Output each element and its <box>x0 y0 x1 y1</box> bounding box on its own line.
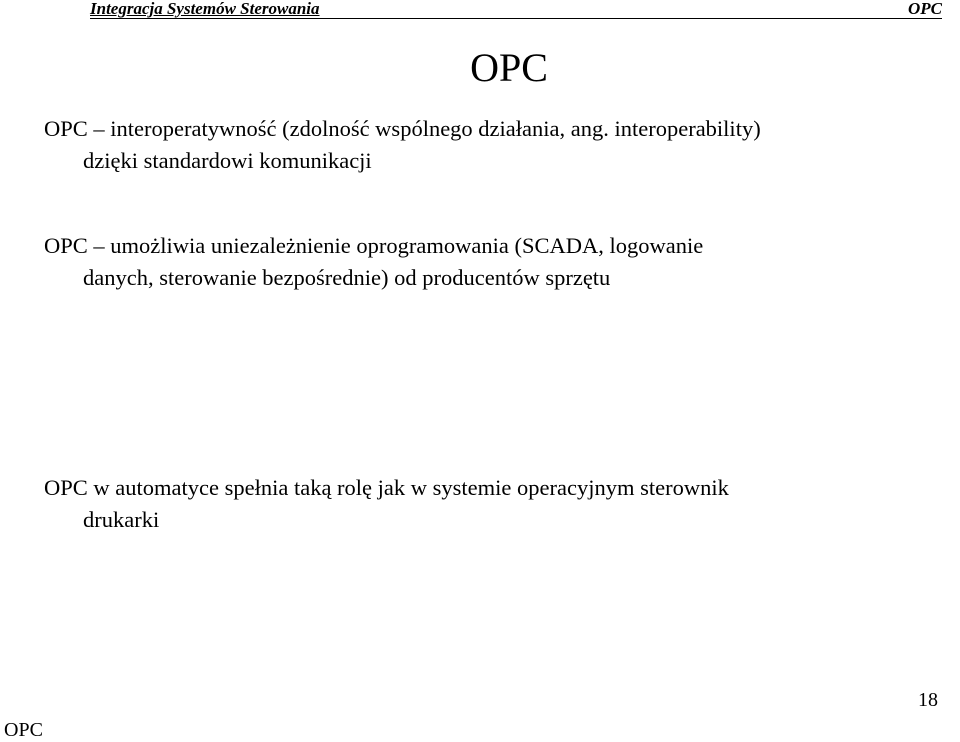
header-topic: OPC <box>908 0 942 18</box>
header-divider <box>90 18 942 19</box>
paragraph-driver-analogy <box>44 472 944 536</box>
paragraph-interoperability <box>44 113 944 177</box>
course-title: Integracja Systemów Sterowania <box>90 0 320 18</box>
paragraph-line: dzięki standardowi komunikacji <box>83 148 372 173</box>
paragraph-line: drukarki <box>83 507 160 532</box>
paragraph-line: OPC w automatyce spełnia taką rolę jak w systemie operacyjnym sterownik <box>44 475 729 500</box>
paragraph-line: danych, sterowanie bezpośrednie) od producentów sprzętu <box>83 265 611 290</box>
paragraph-independence <box>44 230 944 294</box>
paragraph-line: OPC – interoperatywność (zdolność wspólnego działania, ang. interoperability) <box>44 116 761 141</box>
paragraph-line: OPC – umożliwia uniezależnienie oprogramowania (SCADA, logowanie <box>44 233 704 258</box>
page-number: 18 <box>918 689 938 711</box>
footer-label: OPC <box>4 719 43 741</box>
slide-title: OPC <box>470 45 548 90</box>
